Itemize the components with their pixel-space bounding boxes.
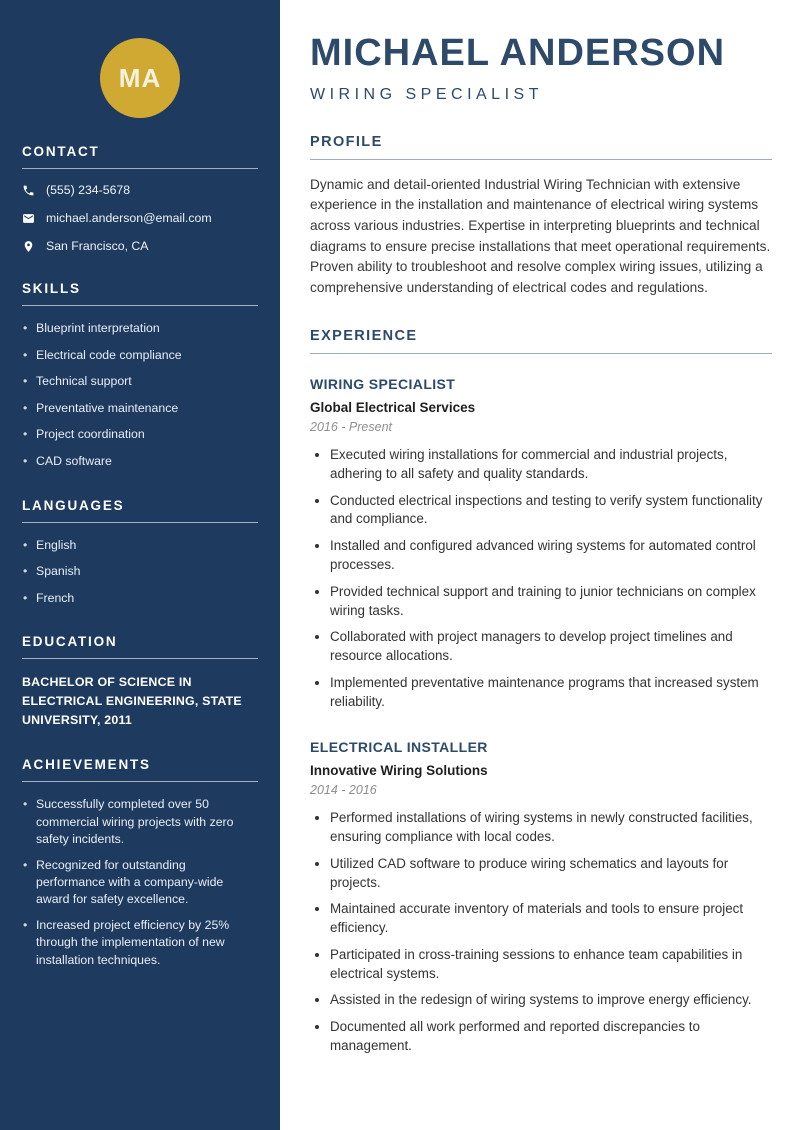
avatar-wrap [22,38,258,118]
job-dates: 2016 - Present [310,420,392,435]
job-entry-2 [310,739,772,1055]
job-dates: 2014 - 2016 [310,783,377,798]
sidebar [0,0,280,1130]
candidate-name: MICHAEL ANDERSON [310,32,726,74]
avatar [100,38,180,118]
job-bullet: • Maintained accurate inventory of materials and tools to ensure project efficiency. [330,900,772,938]
skills-list [22,320,258,470]
job-bullet: • Installed and configured advanced wiring systems for automated control processes. [330,537,772,575]
experience-heading: EXPERIENCE [310,328,418,345]
contact-email-row [22,211,258,225]
job-entry-1 [310,376,772,711]
skill-item: • Electrical code compliance [22,347,258,364]
contact-location-row [22,239,258,253]
profile-divider [310,159,772,160]
job-bullet: • Performed installations of wiring systems in newly constructed facilities, ensuring compliance with local codes. [330,809,772,847]
avatar-initials: MA [118,62,162,93]
job-bullet: • Conducted electrical inspections and testing to verify system functionality and compliance. [330,492,772,530]
job-bullet: • Assisted in the redesign of wiring systems to improve energy efficiency. [330,991,772,1010]
skill-item: • Blueprint interpretation [22,320,258,337]
contact-email-text: michael.anderson@email.com [46,211,212,225]
contact-phone-row [22,183,258,197]
language-item: • English [22,537,258,554]
skill-item: • Project coordination [22,426,258,443]
job-company: Global Electrical Services [310,400,476,416]
languages-heading: LANGUAGES [22,498,258,523]
job-company: Innovative Wiring Solutions [310,763,488,779]
job-bullet: • Collaborated with project managers to develop project timelines and resource allocations. [330,628,772,666]
language-item: • French [22,590,258,607]
contact-location-text: San Francisco, CA [46,239,149,253]
job-title: WIRING SPECIALIST [310,376,456,393]
education-heading: EDUCATION [22,634,258,659]
job-title: ELECTRICAL INSTALLER [310,739,488,756]
job-bullet: • Documented all work performed and reported discrepancies to management. [330,1018,772,1056]
phone-icon [22,184,35,197]
candidate-title: WIRING SPECIALIST [310,85,543,103]
skills-heading: SKILLS [22,281,258,306]
job-bullet: • Provided technical support and training to junior technicians on complex wiring tasks. [330,583,772,621]
skill-item: • Preventative maintenance [22,400,258,417]
main-content [280,0,800,1130]
contact-phone-text: (555) 234-5678 [46,183,131,197]
languages-section [22,498,258,607]
skills-section [22,281,258,470]
achievements-heading: ACHIEVEMENTS [22,757,258,782]
achievement-item: • Increased project efficiency by 25% through the implementation of new installation techniques. [22,917,258,969]
achievement-item: • Recognized for outstanding performance with a company-wide award for safety excellence. [22,857,258,909]
email-icon [22,212,35,225]
education-degree: BACHELOR OF SCIENCE IN ELECTRICAL ENGINEERING, STATE UNIVERSITY, 2011 [22,675,242,727]
skill-item: • CAD software [22,453,258,470]
job-bullet: • Participated in cross-training sessions to enhance team capabilities in electrical systems. [330,946,772,984]
languages-list [22,537,258,607]
profile-heading: PROFILE [310,133,383,150]
job-bullet: • Implemented preventative maintenance programs that increased system reliability. [330,674,772,712]
experience-divider [310,353,772,354]
location-icon [22,240,35,253]
achievements-list [22,796,258,969]
contact-heading: CONTACT [22,144,258,169]
achievement-item: • Successfully completed over 50 commercial wiring projects with zero safety incidents. [22,796,258,848]
contact-section [22,144,258,253]
job-bullets [310,446,772,711]
job-bullet: • Executed wiring installations for commercial and industrial projects, adhering to all safety and quality standards. [330,446,772,484]
profile-text: Dynamic and detail-oriented Industrial Wiring Technician with extensive experience in the installation and maintenance of electrical wiring systems across various industries. Expertise in interpreting blueprints and technical diagrams to ensure precise installations that meet operational requirements. Proven ability to troubleshoot and resolve complex wiring issues, utilizing a comprehensive understanding of electrical codes and regulations. [310,176,771,295]
skill-item: • Technical support [22,373,258,390]
achievements-section [22,757,258,969]
job-bullet: • Utilized CAD software to produce wiring schematics and layouts for projects. [330,855,772,893]
language-item: • Spanish [22,563,258,580]
job-bullets [310,809,772,1055]
education-section [22,634,258,729]
